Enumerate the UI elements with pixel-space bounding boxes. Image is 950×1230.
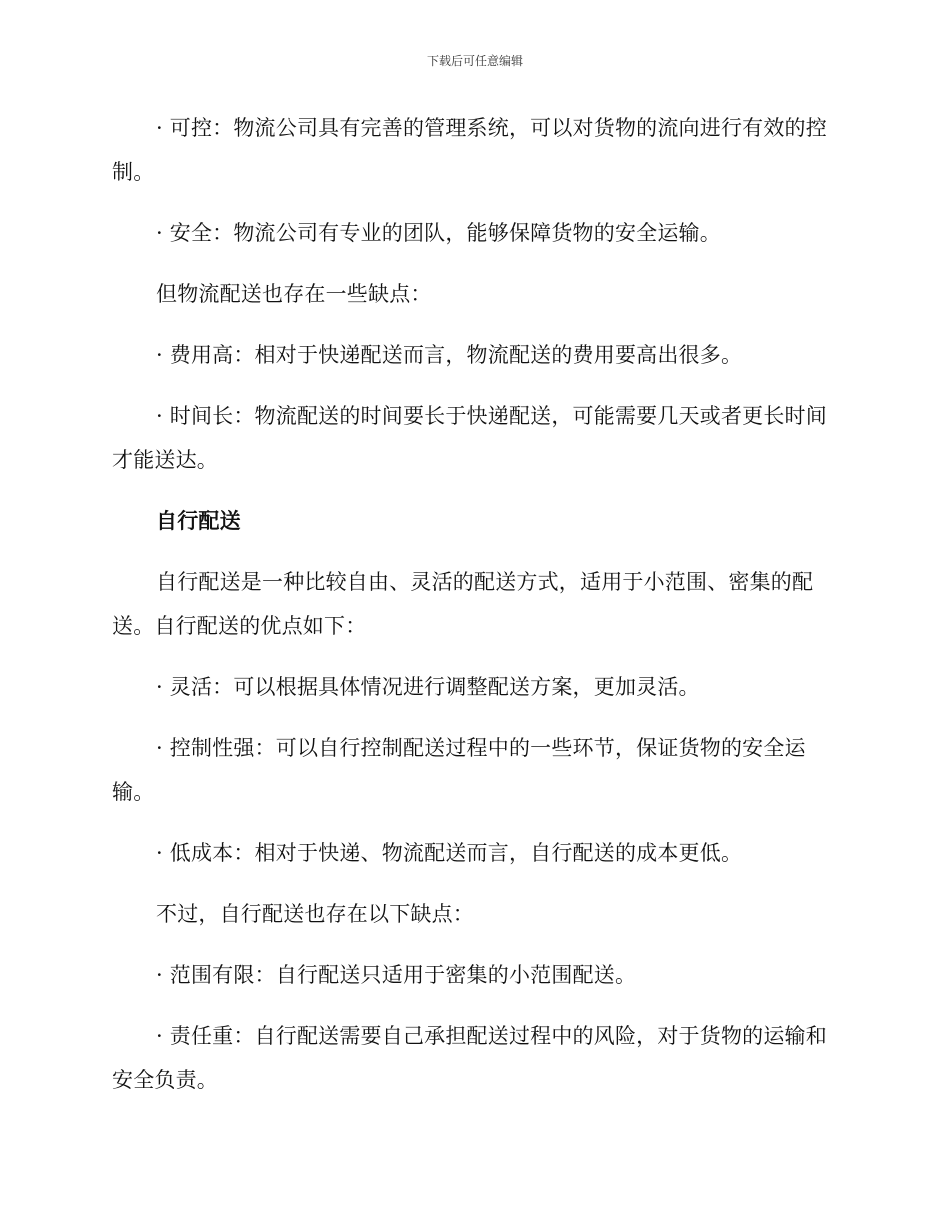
page-header: 下载后可任意编辑 [426,54,523,68]
bullet-long-time: · 时间长：物流配送的时间要长于快递配送，可能需要几天或者更长时间才能送达。 [112,404,827,472]
bullet-high-cost: · 费用高：相对于快递配送而言，物流配送的费用要高出很多。 [156,343,743,367]
self-delivery-intro: 自行配送是一种比较自由、灵活的配送方式，适用于小范围、密集的配送。自行配送的优点如下： [112,570,814,638]
bullet-low-cost: · 低成本：相对于快递、物流配送而言，自行配送的成本更低。 [156,841,743,865]
bullet-heavy-responsibility: · 责任重：自行配送需要自己承担配送过程中的风险，对于货物的运输和安全负责。 [112,1024,827,1092]
bullet-strong-control: · 控制性强：可以自行控制配送过程中的一些环节，保证货物的安全运输。 [112,736,806,804]
section-heading-self-delivery: 自行配送 [156,509,241,533]
logistics-drawbacks-intro: 但物流配送也存在一些缺点： [156,282,432,306]
bullet-flexible: · 灵活：可以根据具体情况进行调整配送方案，更加灵活。 [156,675,700,699]
bullet-limited-range: · 范围有限：自行配送只适用于密集的小范围配送。 [156,963,637,987]
document-body [112,106,828,1119]
self-delivery-drawbacks-intro: 不过，自行配送也存在以下缺点： [156,902,474,926]
bullet-controllable: · 可控：物流公司具有完善的管理系统，可以对货物的流向进行有效的控制。 [112,116,827,184]
bullet-safety: · 安全：物流公司有专业的团队，能够保障货物的安全运输。 [156,221,721,245]
